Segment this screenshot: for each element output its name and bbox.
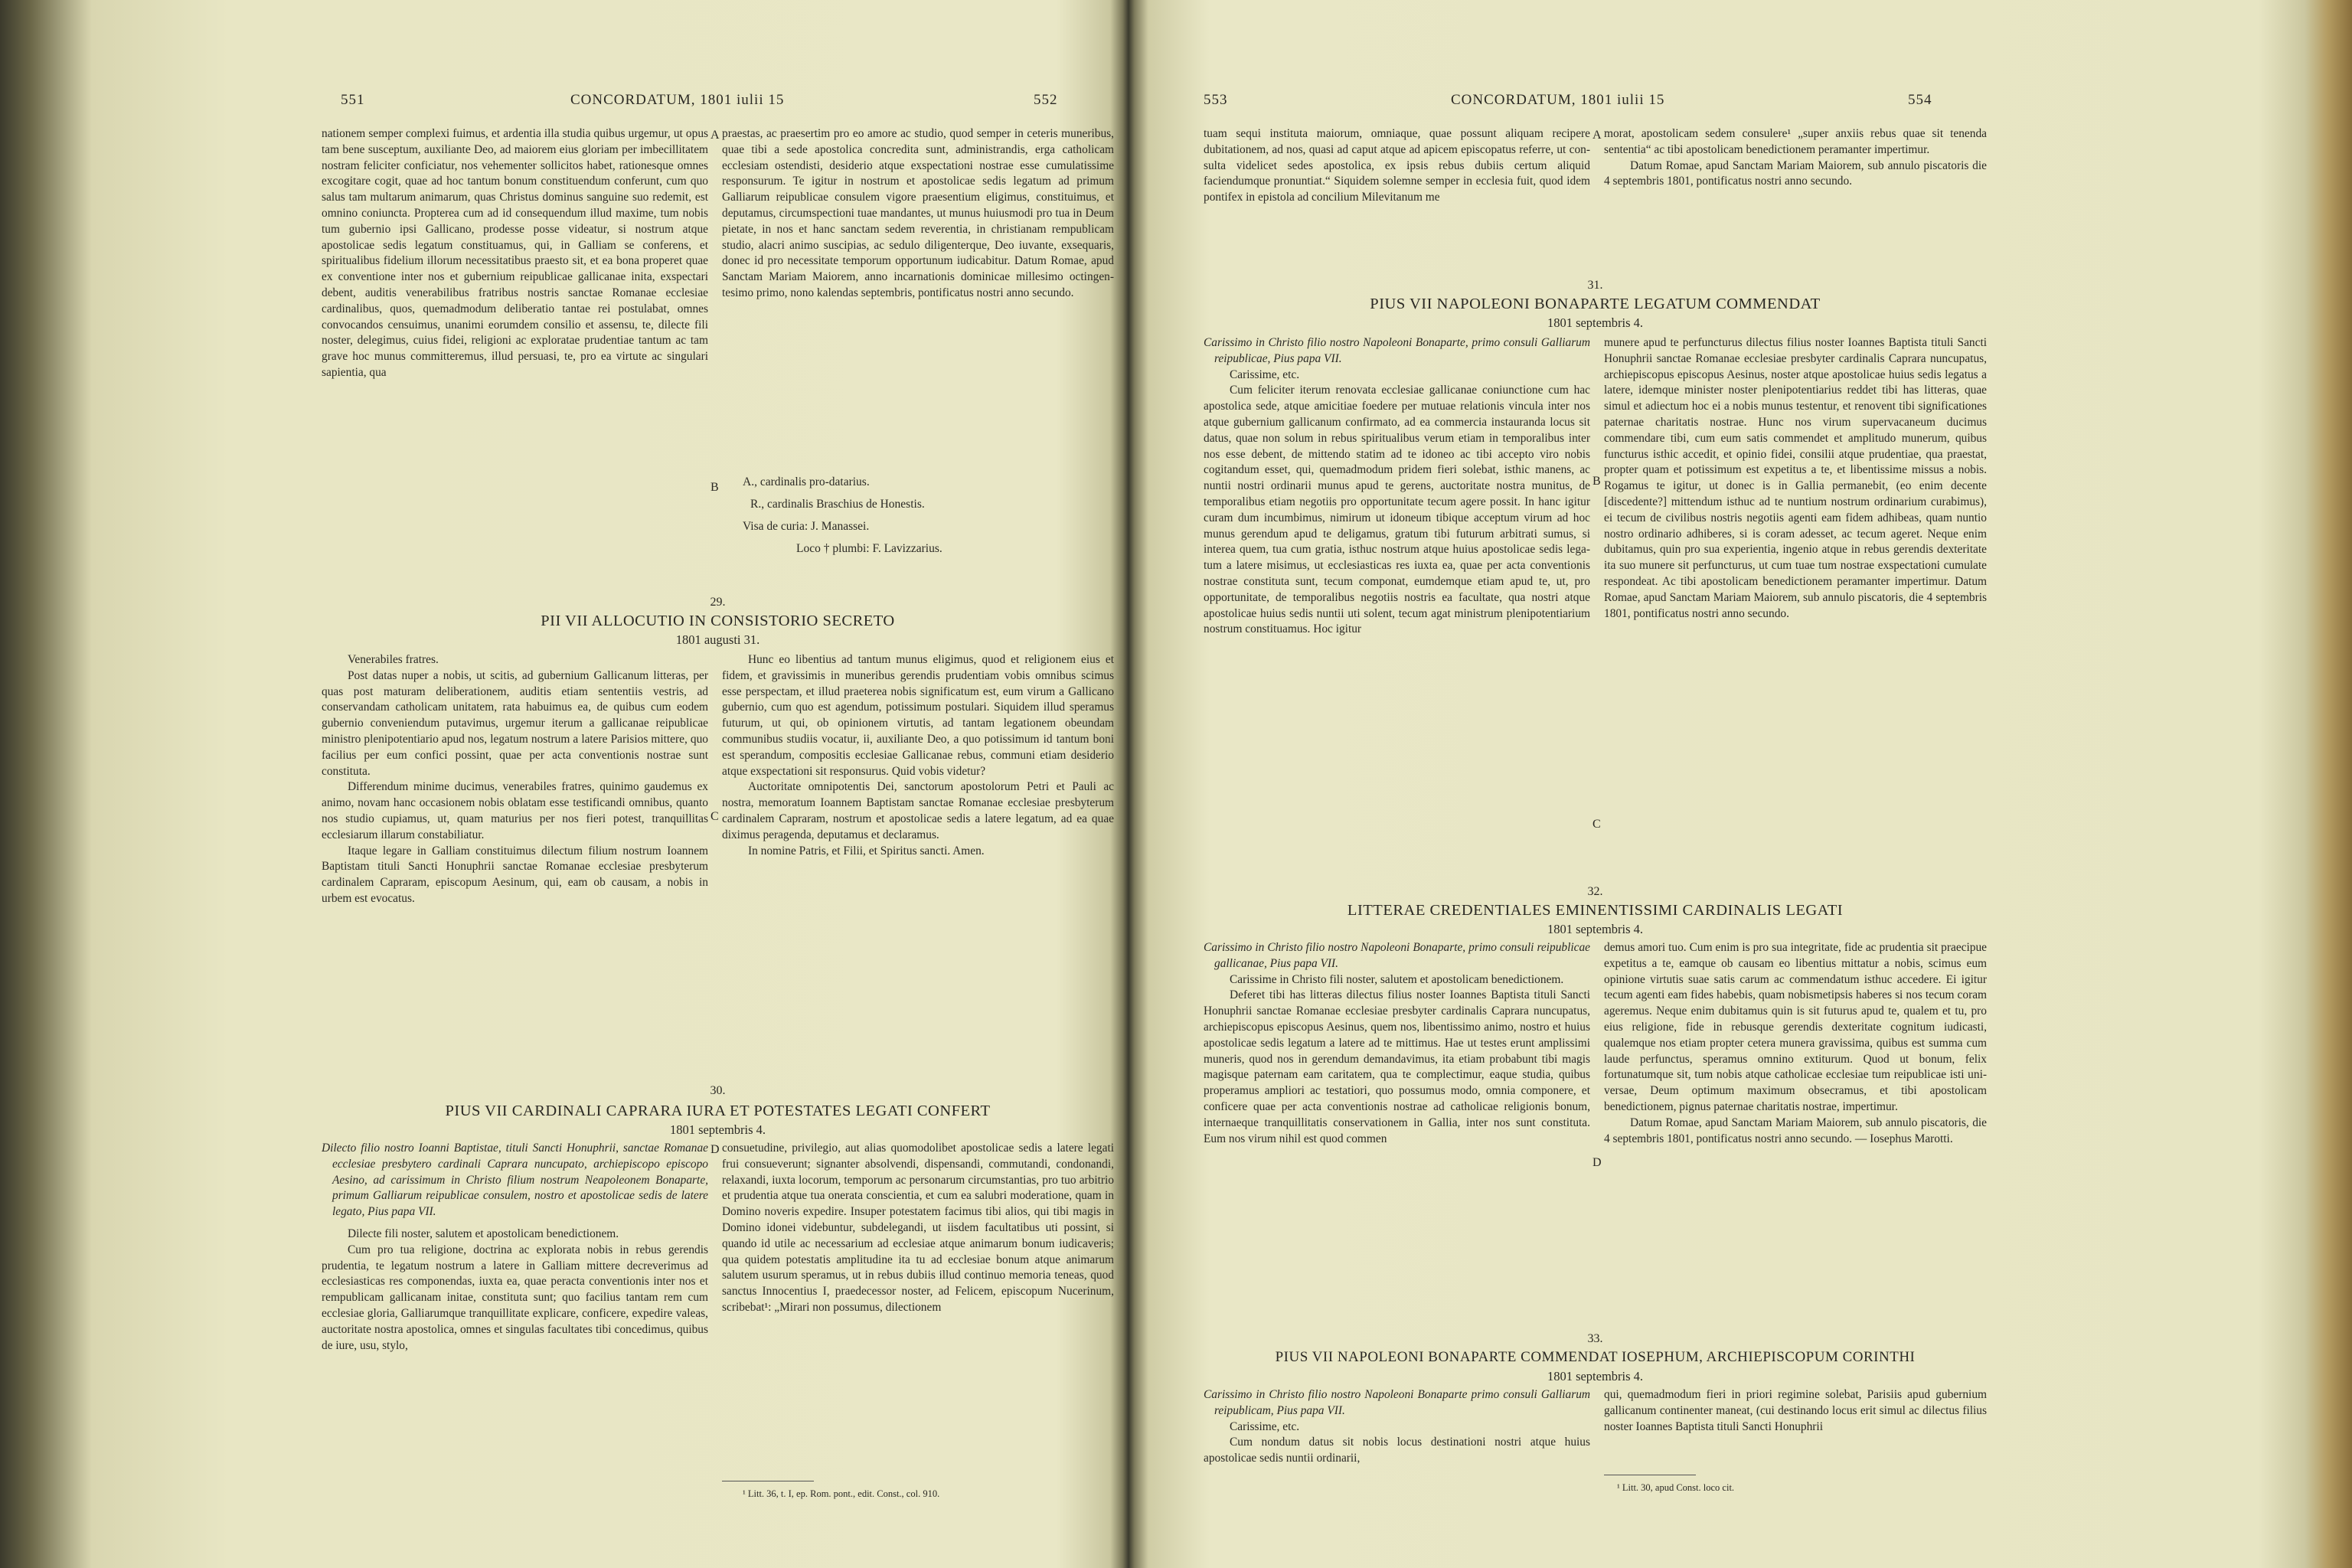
paragraph: Cum pro tua religione, doctrina ac explorata nobis in rebus gerendis prudentia, te legatum nostrum a latere in Galliam mittere decreverimus ad ecclesiasticas res componendas, iuxta ea, quae peracta conventionis inter nos et rempublicam gallicanam initae, constituta sunt; quo facilius tantam rem cum ecclesiae gloria, Galliarumque tranquillitate explicare, conficere, expedire valeas, auctoritate nostra apostolica, omnes et singulas facultates tibi concedimus, quibus de iure, usu, stylo, [322,1243,708,1352]
paragraph: demus amori tuo. Cum enim is pro sua integritate, fide ac prudentia sit praecipue expetitus a te, eamque ob causam eo libentius mittatur a nobis, scimus eum opinione virtutis suae satis carum ac commendatum isthuc accedere. Ei igitur tecum agenti eam fides habebis, quam nobismetipsis haberes si nos tecum coram ageremus. Neque enim dubitamus quin is sit futurus apud te, qualem et tu, pro eius religione, fide in rebusque gerendis dexteritate cognitum iudicasti, qualemque nos etiam propter cetera munera gravissima, quibus est summa cum laude perfunctus, speramus omnino extiturum. Quod ut bonum, felix fortunatumque sit, tum nobis atque catholicae ecclesiae tum reipublicae isti universae, Deum optimum maximum obsecramus, et tibi apostolicam benedictionem, pignus paternae charitatis nostrae, impertimur. [1604,941,1987,1113]
paragraph: In nomine Patris, et Filii, et Spiritus sancti. Amen. [748,844,985,858]
section-date: 1801 septembris 4. [1547,1369,1644,1383]
margin-letter: D [1592,1156,1602,1169]
section-number: 31. [1587,279,1603,292]
paragraph: Datum Romae, apud Sanctam Mariam Maiorem, sub annulo piscatoris, die 4 septembris 1801, pontificatus nostri anno secundo. — Iosephus Marotti. [1604,1116,1987,1145]
margin-letter: B [710,481,719,494]
column-text: nationem semper complexi fuimus, et ardentia illa studia quibus urgemur, ut opus tam bene susceptum, auxiliante Deo, ad maiorem eius gloriam per imbecillitatem nostram feliciter conficiatur, nos vehementer sollicitos habet, rationesque omnes excogitare cogit, quae ad hoc tantum bonum constituendum conferunt, cum quo salus tam multarum animarum, quas Christus dominus sanguine suo redemit, est omnino coniuncta. Propterea cum ad id consequendum illud maxime, tum nobis tum gubernio ipsi Gallicano, prodesse posse videatur, si nostrum atque apostolicae sedis legatum constituamus, qui, in Galliam se conferens, et spiritualibus fidelium illorum necessitatibus praesto sit, et ea bona properet quae ex conventione inter nos et gubernium reipublicae gallicanae inita, exspectari debent, auditis venerabilibus fratribus nostris sanctae Romanae ecclesiae cardinalibus, quos, quemadmodum deliberatio tantae rei postulabat, omnes convocandos censuimus, unanimi eorumdem consilio et assensu, te, dilecte fili noster, delegimus, cuius fidei, religioni ac exploratae prudentiae tantum ac tam grave hoc munus committeremus, illud persuasi, te, pro ea virtute ac singulari sapientia, qua [322,127,708,379]
signature-line: Loco † plumbi: F. Lavizzarius. [796,542,942,555]
paragraph: Auctoritate omnipotentis Dei, sanctorum apostolorum Petri et Pauli ac nostra, memoratum Ioannem Baptistam sanctae Romanae ecclesiae presbyterum cardinalem Capraram, nostrum et apostolicae sedis a latere legatum, ad ea quae diximus peragenda, deputamus et declaramus. [722,780,1114,841]
column-text [722,652,1114,859]
paragraph: Post datas nuper a nobis, ut scitis, ad gubernium Gallicanum litteras, per quas post maturam deliberationem, auditis etiam sententiis vestris, ad conservandam catholicam unitatem, rata habuimus ea, de quibus cum eodem gubernio conveniendum putavimus, urgemur iterum a gallicanae reipublicae ministro plenipotentiario apud nos, legatum nostrum a latere Parisios mittere, quo facilius per eum confici possint, quae per acta conventionis nostrae sunt constituta. [322,668,708,778]
paragraph: Hunc eo libentius ad tantum munus eligimus, quod et religionem eius et fidem, et gravissimis in muneribus gerendis prudentiam vobis omnibus scimus esse perspectam, et illud praeterea nobis significatum est, eum virum a Gallicano gubernio, cum quo est agendum, potissimum postulari. Siquidem illud speramus futurum, ut qui, ob opinionem virtutis, ad tantam legationem obeundam communibus studiis vocatur, ii, auxiliante Deo, a quo potissimum id tantum boni est sperandum, compositis ecclesiae Gallicanae rebus, communi etiam desiderio atque exspectationi sit responsurus. Quid vobis videtur? [722,653,1114,778]
margin-letter: A [710,129,720,142]
section-date: 1801 augusti 31. [675,632,760,647]
section-title: PIUS VII CARDINALI CAPRARA IURA ET POTESTATES LEGATI CONFERT [445,1102,991,1119]
paragraph: Venerabiles fratres. [348,653,439,666]
column-text: consuetudine, privilegio, aut alias quomodolibet apostolicae sedis a latere legati frui consueverunt; signanter absolvendi, dispensandi, commutandi, condonandi, relaxandi, iuxta locorum, temporum ac personarum circumstantias, pro tuo arbitrio et prudentia atque tua onerata conscientia, et cum ea salubri moderatione, quam in Domino noveris expedire. Insuper potestatem facimus tibi alios, qui tibi magis in Domino idonei videbuntur, subdelegandi, ut iisdem facultatibus uti possint, si quando id utile ac necessarium ad ecclesiae atque animarum bonum iudicaveris; qua quidem potestatis amplitudine ita tu ad ecclesiae bonum atque animarum salutem usurum speramus, ut in rebus dubiis illud continuo memoria teneas, quod sanctus Innocentius I, praedecessor noster, ad Felicem, episcopum Nucerinum, scribebat¹: „Mirari non possumus, dilectionem [722,1142,1114,1314]
address-line: Carissimo in Christo filio nostro Napoleoni Bonaparte, primo consuli reipublicae gallicanae, Pius papa VII. [1204,941,1590,970]
address-line: Carissimo in Christo filio nostro Napoleoni Bonaparte, primo consuli Galliarum reipublicae, Pius papa VII. [1204,336,1590,365]
margin-letter: D [710,1143,720,1156]
page-number-right: 554 [1908,92,1932,108]
running-title: CONCORDATUM, 1801 iulii 15 [1451,92,1665,108]
paragraph: Cum nondum datus sit nobis locus destinationi nostri atque huius apostolicae sedis nuntii ordinarii, [1204,1436,1590,1465]
column-text [1204,940,1590,1147]
paragraph: Carissime in Christo fili noster, salutem et apostolicam benedictionem. [1230,972,1564,986]
column-text [1204,335,1590,638]
running-title: CONCORDATUM, 1801 iulii 15 [570,92,785,108]
section-number: 32. [1587,885,1603,898]
paragraph: Deferet tibi has litteras dilectus filius noster Ioannes Baptista tituli Sancti Honuphrii sanctae Romanae ecclesiae presbyter cardinalis Caprara nuncupatus, archiepiscopus episcopus Aesinus, quem nos, libentissimo animo, nostro et huius apostolicae sedis legatum a latere ad te mittimus. Hae ut testes erunt amplissimi muneris, quod nos in gerendum demandavimus, ita etiam probabunt tibi magis magisque paternam eam caritatem, qua te complectimur, eaque studia, quibus properamus ampliori ac testatiori, quo possumus modo, omnia componere, et conficere quae per acta conventionis nostrae ad catholicae religionis bonum, internaeque tranquillitatis conservationem in Gallia, inter nos sunt constituta. Eum nos virum nihil est quod commen [1204,988,1590,1145]
margin-letter: C [1592,818,1601,831]
right-page [1135,0,2291,1568]
column-text [1204,1387,1590,1467]
section-number: 33. [1587,1332,1603,1345]
paragraph: Dilecte fili noster, salutem et apostolicam benedictionem. [348,1227,619,1240]
section-date: 1801 septembris 4. [1547,922,1644,936]
column-text: qui, quemadmodum fieri in priori regimine solebat, Parisiis apud gubernium gallicanum continenter maneat, (cui destinando locus erit simul ac dilectus filius noster Ioannes Baptista tituli Sancti Honuphrii [1604,1388,1987,1433]
column-text [1604,940,1987,1147]
footnote: ¹ Litt. 30, apud Const. loco cit. [1617,1482,1735,1493]
section-date: 1801 septembris 4. [669,1122,766,1137]
section-number: 30. [710,1084,726,1097]
page-number-right: 552 [1034,92,1058,108]
paragraph: Itaque legare in Galliam constituimus dilectum filium nostrum Ioannem Baptistam tituli Sancti Honuphrii sanctae Romanae ecclesiae presbyterum cardinalem Capraram, episcopum Aesinum, qui, eam ob causam, a nobis in urbem est evocatus. [322,844,708,905]
paragraph: Differendum minime ducimus, venerabiles fratres, quinimo gaudemus ex animo, novam hanc occasionem nobis oblatam esse testificandi omnibus, quanto nos studio cupiamus, ut, quam maturius per nos fieri potest, tranquillitas ecclesiarum illarum constabiliatur. [322,780,708,841]
section-title: LITTERAE CREDENTIALES EMINENTISSIMI CARDINALIS LEGATI [1347,902,1844,919]
section-title: PII VII ALLOCUTIO IN CONSISTORIO SECRETO [541,612,895,629]
address-line: Carissimo in Christo filio nostro Napoleoni Bonaparte primo consuli Galliarum reipublicam, Pius papa VII. [1204,1388,1590,1417]
signature-line: A., cardinalis pro-datarius. [743,475,870,488]
section-date: 1801 septembris 4. [1547,315,1644,330]
footnote: ¹ Litt. 36, t. I, ep. Rom. pont., edit. Const., col. 910. [743,1488,940,1499]
page-number-left: 551 [341,92,365,108]
paragraph: Cum feliciter iterum renovata ecclesiae gallicanae coniunctione cum hac apostolica sede, atque amicitiae foedere per mutuae relationis vincula inter nos atque gubernium gallicanum confirmato, ad ea commercia instauranda locus sit datus, quae non solum in rebus spiritualibus verum etiam in temporalibus inter nos esse debent, de mittendo statim ad te idoneo ac tibi accepto viro nobis cogitandum esset, qui, quemadmodum pridem fieri solebat, isthic manens, ac nuntii nostri ordinarii munus apud te gerens, auctoritate nostra munitus, de temporalibus etiam negotiis pro opportunitate tecum agere possit. In hanc igitur curam dum incumbimus, nimirum ut idoneum tibique acceptum virum ad hoc munus gerendum apud te deligamus, gratum tibi futurum arbitrati sumus, si interea quem, tua cum gratia, isthuc nostrum atque huius apostolicae sedis legatum a latere misimus, ut ecclesiasticas res iuxta ea, quae per acta conventionis nostrae constituta sunt, tecum componat, eumdemque etiam apud te, ut, pro opportunitate, de temporalibus negotiis nostris ea facultate, qua nostri atque apostolicae huius sedis nuntii uti solent, tecum agat ministrum plenipotentiarium nostrum constituamus. Hoc igitur [1204,384,1590,636]
section-title: PIUS VII NAPOLEONI BONAPARTE COMMENDAT IOSEPHUM, ARCHIEPISCOPUM CORINTHI [1275,1349,1916,1365]
column-text: tuam sequi instituta maiorum, omniaque, quae possunt aliquam recipere dubitationem, ad nos, quasi ad caput atque ad apicem episcopatus referre, ut consulta videlicet sedes apostolica, ex ipsis rebus dubiis certum aliquid faciendumque pronuntiat.“ Siquidem solemne semper in ecclesia fuit, quod idem pontifex in epistola ad concilium Milevitanum me [1204,127,1590,204]
signatures [743,471,942,560]
column-text: praestas, ac praesertim pro eo amore ac studio, quod semper in ceteris muneribus, quae tibi a sede apostolica concredita sunt, administrandis, erga catholicam ecclesiam ostendisti, desiderio atque exspectationi nostrae esse cumulatissime responsurum. Te igitur in nostrum et apostolicae sedis legatum ad primum Galliarum reipublicae consulem vigore praesentium eligimus, constituimus, et deputamus, circumspectioni tuae mandantes, ut munus huiusmodi pro tua in Deum pietate, in nos et hanc sanctam sedem reverentia, in christianam rempublicam studio, alacri animo suscipias, ac sedulo diligenterque, Deo iuvante, exsequaris, donec id pro necessitate temporum opportunum iudicabitur. Datum Romae, apud Sanctam Mariam Maiorem, anno incarnationis dominicae millesimo octingentesimo primo, nono kalendas septembris, pontificatus nostri anno secundo. [722,127,1114,299]
section-title: PIUS VII NAPOLEONI BONAPARTE LEGATUM COMMENDAT [1370,296,1821,312]
left-page [69,0,1125,1568]
signature-line: Visa de curia: J. Manassei. [743,520,870,533]
paragraph: morat, apostolicam sedem consulere¹ „super anxiis rebus quae sit tenenda sententia“ ac tibi apostolicam benedictionem peramanter impertimur. [1604,127,1987,156]
column-text [322,652,708,907]
column-text [322,1141,708,1354]
column-text: munere apud te perfuncturus dilectus filius noster Ioannes Baptista tituli Sancti Honuphrii sanctae Romanae ecclesiae presbyter cardinalis Caprara nuncupatus, archiepiscopus episcopus Aesinus, noster atque apostolicae huius sedis legatus a latere, idemque minister noster plenipotentiarius reddet tibi has litteras, quae simul et adiectum hoc ei a nobis munus testentur, et renovent tibi significationes paternae charitatis nostrae. Hunc nos virum supervacaneum ducimus commendare tibi, cum eum satis commendet et amplitudo munerum, quibus functurus isthic accedit, et opinio fidei, consilii atque prudentiae, qua praestat, propter quam et potissimum est expetitus a te, et libentissime missus a nobis. Rogamus te igitur, ut donec is in Gallia permanebit, (eo enim decente [discedente?] mittendum isthuc ad te nuntium nostrum ordinarium curabimus), ei tecum de civilibus nostris negotiis agenti eam fidem adhibeas, quam nuntio nostro ordinario adhiberes, si is coram adesset, ac tecum ageret. Neque enim dubitamus, quin pro sua experientia, ingenio atque in rebus gerendis dexteritate ita suo munere sit perfuncturus, ut cum tuae tum nostrae exspectationi cumulate respondeat. Ac tibi apostolicam benedictionem peramanter impertimur. Datum Romae, apud Sanctam Mariam Maiorem, sub annulo piscatoris, die 4 septembris 1801, pontificatus nostri anno secundo. [1604,336,1987,620]
page-number-left: 553 [1204,92,1228,108]
signature-line: R., cardinalis Braschius de Honestis. [750,498,925,511]
margin-letter: A [1592,129,1602,142]
address-line: Dilecto filio nostro Ioanni Baptistae, tituli Sancti Honuphrii, sanctae Romanae ecclesiae presbytero cardinali Caprara nuncupato, archiepiscopo episcopo Aesino, ad carissimum in Christo filium nostrum Neapoleonem Bonaparte, primum Galliarum reipublicae consulem, nostro et apostolicae sedis de latere legato, Pius papa VII. [322,1142,708,1219]
margin-letter: B [1592,475,1601,488]
margin-letter: C [710,810,719,823]
paragraph: Carissime, etc. [1230,1419,1300,1433]
paragraph: Datum Romae, apud Sanctam Mariam Maiorem, sub annulo piscatoris die 4 septembris 1801, pontificatus nostri anno secundo. [1604,158,1987,188]
section-number: 29. [710,596,726,609]
paragraph: Carissime, etc. [1230,368,1300,381]
column-text [1604,126,1987,190]
